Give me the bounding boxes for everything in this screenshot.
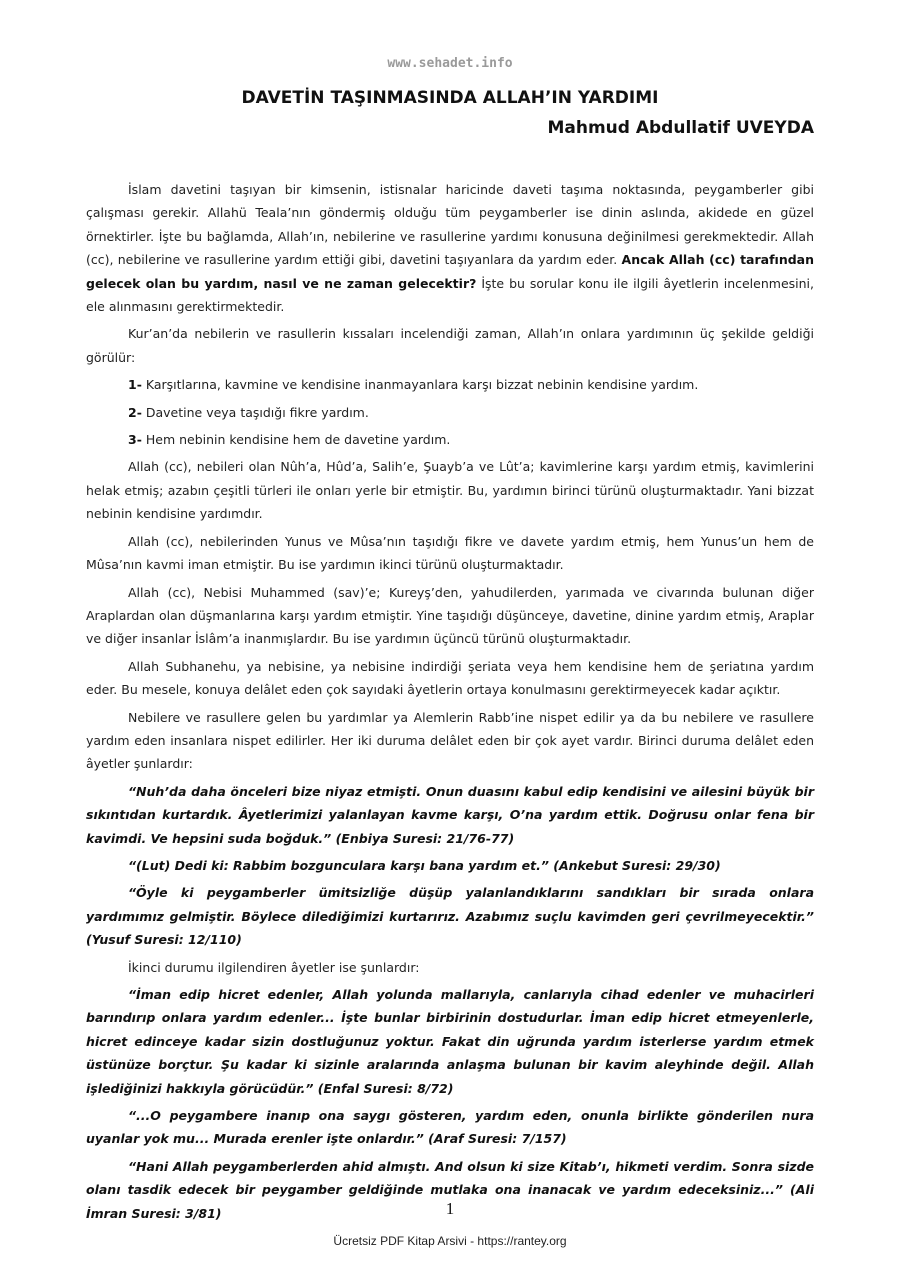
list-item: 2- Davetine veya taşıdığı fikre yardım. [128,404,369,420]
list-item: 3- Hem nebinin kendisine hem de davetine yardım. [128,432,451,448]
footer-text: Ücretsiz PDF Kitap Arsivi - https://rantey.org [333,1234,567,1248]
verse-quote: “Öyle ki peygamberler ümitsizliğe düşüp yalanlandıklarını sandıkları bir sırada onlara yardımımız gelmiştir. Böylece dilediğimizi kurtarırız. Azabımız suçlu kavimden geri çevrilmeyecektir.” (Yusuf Suresi: 12/110) [86,885,814,948]
list-number: 1- [128,377,142,393]
paragraph: İkinci durumu ilgilendiren âyetler ise şunlardır: [128,959,420,975]
list-item: 1- Karşıtlarına, kavmine ve kendisine inanmayanlara karşı bizzat nebinin kendisine yardım. [128,377,699,393]
verse-quote: “İman edip hicret edenler, Allah yolunda mallarıyla, canlarıyla cihad edenler ve muhacirleri barındırıp onlara yardım edenler... İşte bunlar birbirinin dostudurlar. İman edip hicret etmeyenlerle, hicret edinceye kadar sizin dostluğunuz yoktur. Fakat din uğrunda yardım isterlerse yardım etmek üstünüze borçtur. Şu kadar ki sizinle aralarında anlaşma bulunan bir kavim aleyhinde değil. Allah işlediğinizi hakkıyla görücüdür.” (Enfal Suresi: 8/72) [86,987,814,1096]
paragraph: Allah (cc), Nebisi Muhammed (sav)’e; Kureyş’den, yahudilerden, yarımada ve civarında bulunan diğer Araplardan olan düşmanlarına karşı yardım etmiştir. Yine taşıdığı düşünceye, davetine, dinine yardım etmiş, Araplar ve diğer insanlar İslâm’a inanmışlardır. Bu ise yardımın üçüncü türünü oluşturmaktadır. [86,584,814,647]
paragraph: Allah (cc), nebilerinden Yunus ve Mûsa’nın taşıdığı fikre ve davete yardım etmiş, hem Yunus’un hem de Mûsa’nın kavmi iman etmiştir. Bu ise yardımın ikinci türünü oluşturmaktadır. [86,533,814,573]
paragraph: Allah (cc), nebileri olan Nûh’a, Hûd’a, Salih’e, Şuayb’a ve Lût’a; kavimlerine karşı yardım etmiş, kavimlerini helak etmiş; azabın çeşitli türleri ile onları yerle bir etmiştir. Bu, yardımın birinci türünü oluşturmaktadır. Yani bizzat nebinin kendisine yardımdır. [86,459,814,522]
list-number: 3- [128,432,142,448]
document-body [86,178,814,1229]
paragraph-intro: İslam davetini taşıyan bir kimsenin, istisnalar haricinde daveti taşıma noktasında, peygamberler gibi çalışması gerekir. Allahü Teala’nın göndermiş olduğu tüm peygamberler ise dinin aslında, akidede en güzel örnektirler. İşte bu bağlamda, Allah’ın, nebilerine ve rasullerine yardımı konusuna değinilmesi gerekmektedir. Allah (cc), nebilerine ve rasullerine yardım ettiği gibi, davetini taşıyanlara da yardım eder. Ancak Allah (cc) tarafından gelecek olan bu yardım, nasıl ve ne zaman gelecektir? İşte bu sorular konu ile ilgili âyetlerin incelenmesini, ele alınmasını gerektirmektedir. [86,182,815,315]
site-url: www.sehadet.info [387,56,513,71]
page-number: 1 [445,1199,455,1218]
verse-quote: “Hani Allah peygamberlerden ahid almıştı. And olsun ki size Kitab’ı, hikmeti verdim. Sonra sizde olanı tasdik edecek bir peygamber geldiğinde mutlaka ona inanacak ve yardım edeceksiniz...” (Ali İmran Suresi: 3/81) [86,1158,814,1221]
author-name: Mahmud Abdullatif UVEYDA [547,118,814,138]
verse-quote: “(Lut) Dedi ki: Rabbim bozgunculara karşı bana yardım et.” (Ankebut Suresi: 29/30) [128,857,721,873]
verse-quote: “Nuh’da daha önceleri bize niyaz etmişti. Onun duasını kabul edip kendisini ve ailesini büyük bir sıkıntıdan kurtardık. Âyetlerimizi yalanlayan kavme karşı, O’na yardım ettik. Doğrusu onlar fena bir kavimdi. Ve hepsini suda boğduk.” (Enbiya Suresi: 21/76-77) [86,783,814,846]
paragraph: Allah Subhanehu, ya nebisine, ya nebisine indirdiği şeriata veya hem kendisine hem de şeriatına yardım eder. Bu mesele, konuya delâlet eden çok sayıdaki âyetlerin ortaya konulmasını gerektirmeyecek kadar açıktır. [86,658,814,698]
paragraph: Nebilere ve rasullere gelen bu yardımlar ya Alemlerin Rabb’ine nispet edilir ya da bu nebilere ve rasullere yardım eden insanlara nispet edilirler. Her iki duruma delâlet eden bir çok ayet vardır. Birinci duruma delâlet eden âyetler şunlardır: [86,709,814,772]
verse-quote: “...O peygambere inanıp ona saygı gösteren, yardım eden, onunla birlikte gönderilen nura uyanlar yok mu... Murada erenler işte onlardır.” (Araf Suresi: 7/157) [86,1108,814,1147]
bold-question: Ancak Allah (cc) tarafından gelecek olan bu yardım, nasıl ve ne zaman gelecektir? [86,252,815,291]
list-number: 2- [128,404,142,420]
paragraph: Kur’an’da nebilerin ve rasullerin kıssaları incelendiği zaman, Allah’ın onlara yardımının üç şekilde geldiği görülür: [86,326,814,365]
document-title: DAVETİN TAŞINMASINDA ALLAH’IN YARDIMI [241,88,659,108]
